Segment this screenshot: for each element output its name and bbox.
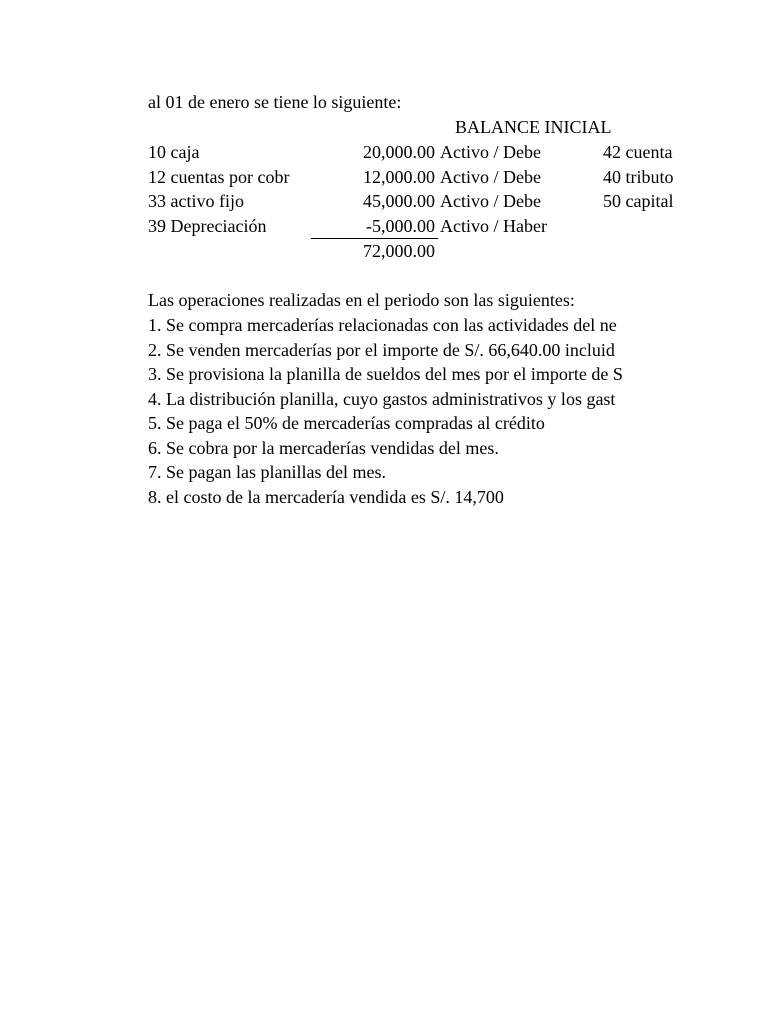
operation-item: 3. Se provisiona la planilla de sueldos del mes por el importe de S — [148, 364, 623, 384]
account-name: 10 caja — [148, 142, 200, 162]
balance-row — [0, 140, 768, 165]
operations-title: Las operaciones realizadas en el periodo son las siguientes: — [148, 290, 575, 310]
balance-row — [0, 165, 768, 190]
account-name: 33 activo fijo — [148, 191, 244, 211]
account-amount: -5,000.00 — [366, 216, 435, 236]
balance-total: 72,000.00 — [363, 241, 435, 261]
liability-account-name: 42 cuenta — [603, 142, 673, 162]
operation-item: 4. La distribución planilla, cuyo gastos administrativos y los gast — [148, 389, 616, 409]
liability-account-name: 50 capital — [603, 191, 674, 211]
account-type: Activo / Debe — [440, 167, 541, 187]
account-amount: 20,000.00 — [363, 142, 435, 162]
liability-account-name: 40 tributo — [603, 167, 674, 187]
account-name: 12 cuentas por cobr — [148, 167, 290, 187]
account-amount: 45,000.00 — [363, 191, 435, 211]
account-amount: 12,000.00 — [363, 167, 435, 187]
operation-item: 6. Se cobra por la mercaderías vendidas del mes. — [148, 438, 499, 458]
account-type: Activo / Debe — [440, 142, 541, 162]
account-type: Activo / Debe — [440, 191, 541, 211]
intro-text: al 01 de enero se tiene lo siguiente: — [148, 92, 402, 112]
operation-item: 7. Se pagan las planillas del mes. — [148, 462, 386, 482]
account-type: Activo / Haber — [440, 216, 547, 236]
operation-item: 8. el costo de la mercadería vendida es S/. 14,700 — [148, 487, 504, 507]
operation-item: 5. Se paga el 50% de mercaderías compradas al crédito — [148, 413, 545, 433]
balance-row — [0, 189, 768, 214]
balance-title: BALANCE INICIAL — [455, 117, 612, 137]
operation-item: 1. Se compra mercaderías relacionadas con las actividades del ne — [148, 315, 617, 335]
operation-item: 2. Se venden mercaderías por el importe de S/. 66,640.00 incluid — [148, 340, 615, 360]
balance-total-row — [0, 239, 768, 264]
balance-row — [0, 214, 768, 239]
account-name: 39 Depreciación — [148, 216, 267, 236]
